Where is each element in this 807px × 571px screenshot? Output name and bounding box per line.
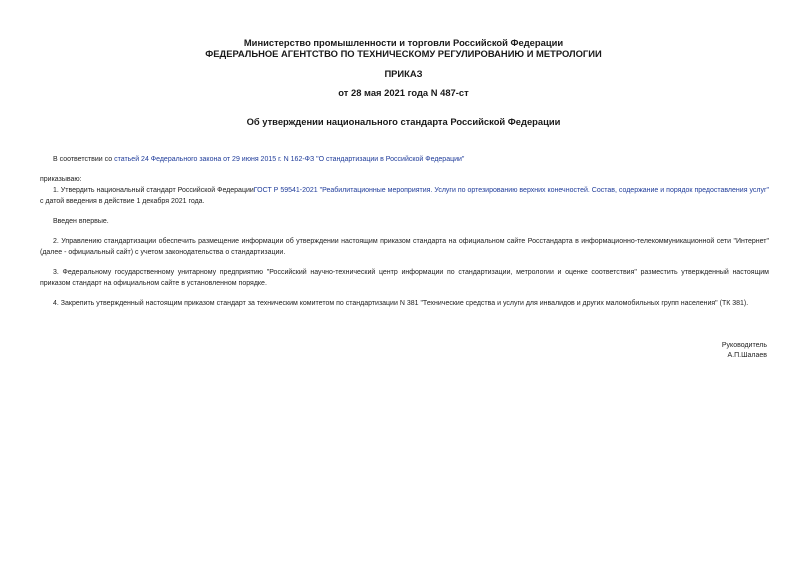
standard-link[interactable]: ГОСТ Р 59541-2021 "Реабилитационные мероприятия. Услуги по ортезированию верхних конечностей. Состав, содержание и порядок предоставления услуг" xyxy=(253,187,769,194)
document-date-number: от 28 мая 2021 года N 487-ст xyxy=(338,87,469,98)
law-link[interactable]: статьей 24 Федерального закона от 29 июня 2015 г. N 162-ФЗ "О стандартизации в Российской Федерации" xyxy=(114,156,465,163)
item-1 xyxy=(40,186,769,207)
document-type: ПРИКАЗ xyxy=(384,68,423,79)
preamble-prefix: В соответствии со xyxy=(53,156,115,163)
introduced-note: Введен впервые. xyxy=(53,218,109,225)
item-3: 3. Федеральному государственному унитарному предприятию "Российский научно-технический центр информации по стандартизации, метрологии и оценке соответствия" разместить утвержденный настоящим приказом стандарт на официальном сайте в установленном порядке. xyxy=(40,269,769,287)
preamble xyxy=(40,155,769,166)
agency-name: ФЕДЕРАЛЬНОЕ АГЕНТСТВО ПО ТЕХНИЧЕСКОМУ РЕГУЛИРОВАНИЮ И МЕТРОЛОГИИ xyxy=(205,48,602,59)
signature-name: А.П.Шалаев xyxy=(727,352,767,359)
item-1-suffix: с датой введения в действие 1 декабря 2021 года. xyxy=(40,197,205,205)
item-4: 4. Закрепить утвержденный настоящим приказом стандарт за техническим комитетом по стандартизации N 381 "Технические средства и услуги для инвалидов и других маломобильных групп населения" (ТК 381). xyxy=(53,300,749,307)
document-title: Об утверждении национального стандарта Российской Федерации xyxy=(246,116,561,127)
item-2: 2. Управлению стандартизации обеспечить размещение информации об утверждении настоящим приказом стандарта на официальном сайте Росстандарта в информационно-телекоммуникационной сети "Интернет" (далее - официальный сайт) с учетом законодательства о стандартизации. xyxy=(40,238,769,256)
order-word: приказываю: xyxy=(40,176,82,183)
ministry-name: Министерство промышленности и торговли Российской Федерации xyxy=(243,37,564,48)
signature-position: Руководитель xyxy=(721,342,767,349)
item-1-prefix: 1. Утвердить национальный стандарт Российской Федерации xyxy=(53,187,254,194)
